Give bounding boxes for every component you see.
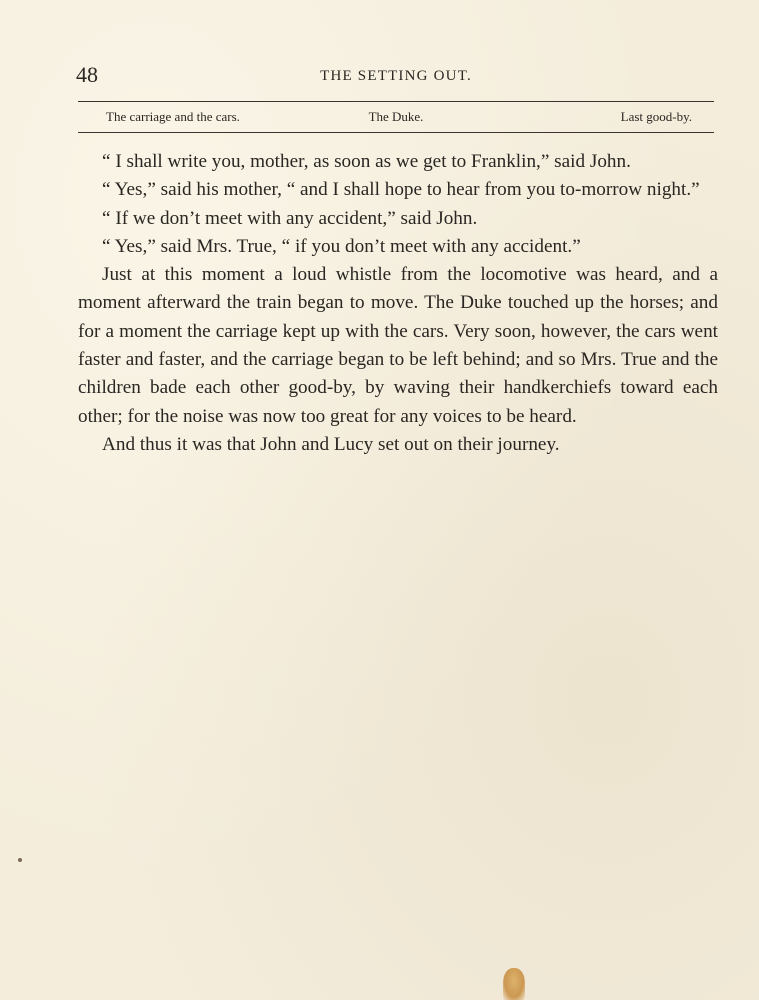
paper-speck [18, 858, 22, 862]
top-rule [78, 101, 714, 102]
paper-stain [503, 968, 525, 1000]
paragraph: “ Yes,” said his mother, “ and I shall hope to hear from you to-morrow night.” [102, 179, 700, 201]
bottom-rule [78, 132, 714, 133]
body-text [78, 148, 718, 459]
topic-last-good-by: Last good-by. [620, 109, 692, 124]
running-title: THE SETTING OUT. [320, 68, 472, 84]
paragraph: And thus it was that John and Lucy set out on their journey. [102, 433, 560, 455]
running-head [76, 62, 716, 88]
topic-headings [78, 106, 714, 128]
paragraph: “ If we don’t meet with any accident,” said John. [102, 207, 478, 229]
paragraph: Just at this moment a loud whistle from the locomotive was heard, and a moment afterward the train began to move. The Duke touched up the horses; and for a moment the carriage kept up with the cars. Very soon, however, the cars went faster and faster, and the carriage began to be left behind; and so Mrs. True and the children bade each other good-by, by waving their handkerchiefs toward each other; for the noise was now too great for any voices to be heard. [78, 264, 718, 427]
topic-carriage-and-cars: The carriage and the cars. [106, 109, 240, 124]
paragraph: “ I shall write you, mother, as soon as we get to Franklin,” said John. [102, 151, 631, 172]
topic-the-duke: The Duke. [368, 109, 424, 124]
page-number: 48 [76, 62, 98, 87]
paragraph: “ Yes,” said Mrs. True, “ if you don’t meet with any accident.” [102, 235, 581, 257]
